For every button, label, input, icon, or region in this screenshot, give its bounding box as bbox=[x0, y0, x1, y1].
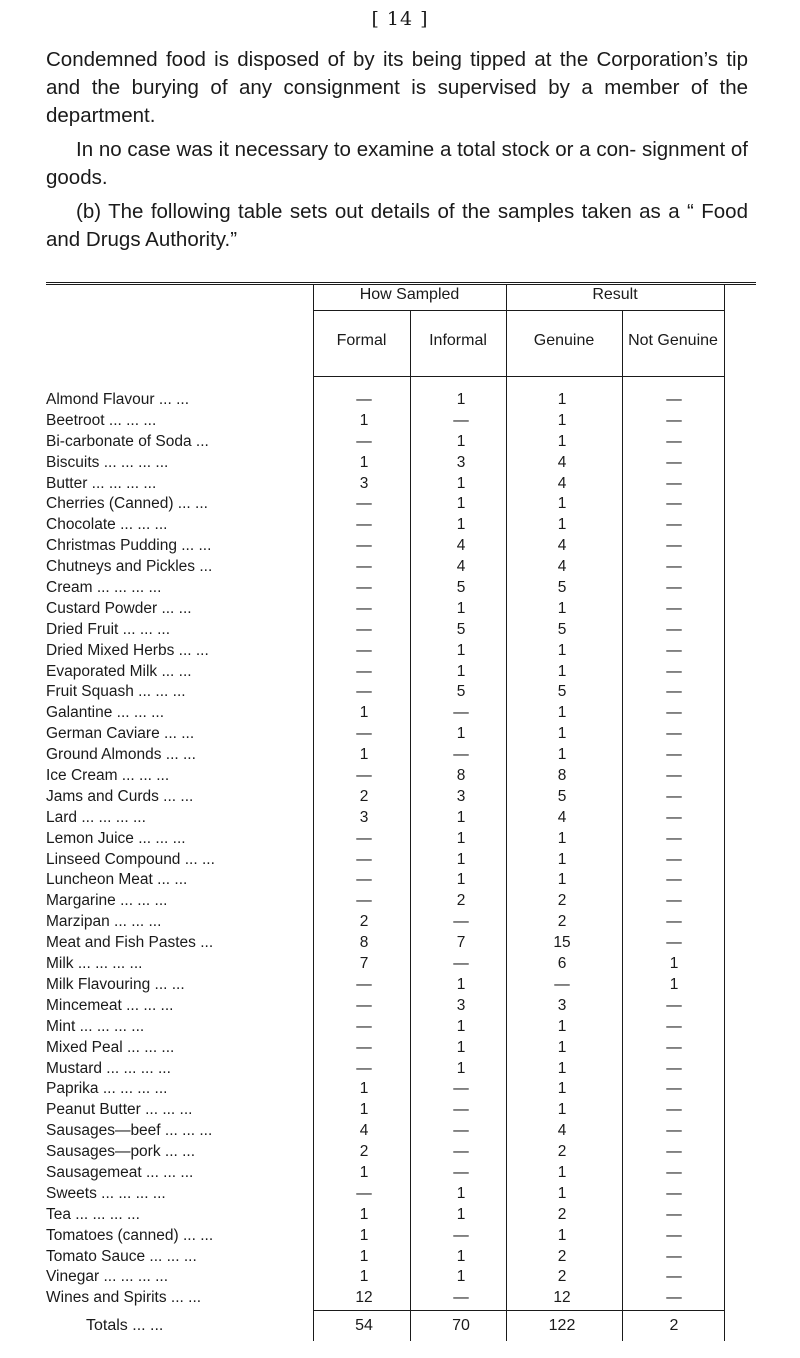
row-name: Sausages—pork ... ... bbox=[46, 1143, 196, 1161]
table-row bbox=[46, 996, 756, 1017]
row-name: Meat and Fish Pastes ... bbox=[46, 934, 214, 952]
row-not-genuine: — bbox=[666, 850, 682, 868]
row-formal: — bbox=[356, 1038, 372, 1056]
row-name: Milk Flavouring ... ... bbox=[46, 975, 185, 993]
row-not-genuine: — bbox=[666, 704, 682, 722]
row-informal: 1 bbox=[456, 599, 466, 617]
row-not-genuine: — bbox=[666, 1247, 682, 1265]
row-informal: 1 bbox=[456, 1205, 466, 1223]
row-name: Custard Powder ... ... bbox=[46, 599, 192, 617]
row-name: Wines and Spirits ... ... bbox=[46, 1289, 202, 1307]
row-formal: — bbox=[356, 1184, 372, 1202]
row-genuine: 15 bbox=[553, 934, 571, 952]
row-formal: 7 bbox=[359, 955, 369, 973]
row-not-genuine: — bbox=[666, 1205, 682, 1223]
row-informal: 1 bbox=[456, 1038, 466, 1056]
table-body bbox=[46, 390, 756, 1309]
totals-top-rule bbox=[313, 1310, 725, 1311]
row-formal: 2 bbox=[359, 913, 369, 931]
row-not-genuine: — bbox=[666, 599, 682, 617]
table-row bbox=[46, 662, 756, 683]
row-informal: 1 bbox=[456, 808, 466, 826]
row-name: Mustard ... ... ... ... bbox=[46, 1059, 171, 1077]
row-informal: 1 bbox=[456, 495, 466, 513]
row-informal: 2 bbox=[456, 892, 466, 910]
row-informal: 3 bbox=[456, 996, 466, 1014]
row-formal: 1 bbox=[359, 1163, 369, 1181]
row-genuine: 1 bbox=[557, 850, 567, 868]
table-top-rule bbox=[46, 282, 756, 285]
table-row bbox=[46, 536, 756, 557]
header-how-sampled: How Sampled bbox=[359, 286, 460, 303]
row-not-genuine: — bbox=[666, 808, 682, 826]
row-formal: — bbox=[356, 662, 372, 680]
row-name: Dried Mixed Herbs ... ... bbox=[46, 641, 209, 659]
row-not-genuine: — bbox=[666, 391, 682, 408]
row-informal: — bbox=[453, 955, 469, 973]
intro-paragraph-3: (b) The following table sets out details of the samples taken as a “ Food and Drugs Authority.” bbox=[46, 200, 748, 251]
table-row bbox=[46, 1205, 756, 1226]
row-name: Margarine ... ... ... bbox=[46, 892, 168, 910]
row-genuine: — bbox=[554, 975, 570, 993]
row-not-genuine: — bbox=[666, 1226, 682, 1244]
row-not-genuine: — bbox=[666, 1184, 682, 1202]
table-row bbox=[46, 1017, 756, 1038]
row-not-genuine: — bbox=[666, 1143, 682, 1161]
row-formal: 1 bbox=[359, 1226, 369, 1244]
row-formal: — bbox=[356, 683, 372, 701]
row-genuine: 1 bbox=[557, 495, 567, 513]
row-genuine: 5 bbox=[557, 620, 567, 638]
row-informal: — bbox=[453, 1143, 469, 1161]
row-informal: — bbox=[453, 704, 469, 722]
row-not-genuine: — bbox=[666, 662, 682, 680]
row-not-genuine: — bbox=[666, 1080, 682, 1098]
row-informal: — bbox=[453, 1289, 469, 1307]
row-not-genuine: — bbox=[666, 767, 682, 785]
table-row bbox=[46, 1226, 756, 1247]
row-informal: 5 bbox=[456, 579, 466, 597]
row-not-genuine: — bbox=[666, 787, 682, 805]
row-formal: 3 bbox=[359, 808, 369, 826]
row-formal: — bbox=[356, 495, 372, 513]
row-formal: 1 bbox=[359, 1101, 369, 1119]
row-name: German Caviare ... ... bbox=[46, 725, 195, 743]
row-informal: 4 bbox=[456, 558, 466, 576]
row-name: Chocolate ... ... ... bbox=[46, 516, 168, 534]
table-row bbox=[46, 954, 756, 975]
row-informal: 1 bbox=[456, 662, 466, 680]
row-not-genuine: — bbox=[666, 1122, 682, 1140]
row-not-genuine: — bbox=[666, 432, 682, 450]
table-row bbox=[46, 1059, 756, 1080]
row-name: Mincemeat ... ... ... bbox=[46, 996, 174, 1014]
row-not-genuine: — bbox=[666, 725, 682, 743]
row-genuine: 1 bbox=[557, 641, 567, 659]
row-informal: 1 bbox=[456, 850, 466, 868]
row-genuine: 1 bbox=[557, 725, 567, 743]
row-genuine: 1 bbox=[557, 1163, 567, 1181]
row-informal: 1 bbox=[456, 1017, 466, 1035]
row-name: Lard ... ... ... ... bbox=[46, 808, 146, 826]
row-not-genuine: — bbox=[666, 1268, 682, 1286]
row-not-genuine: — bbox=[666, 453, 682, 471]
row-formal: 1 bbox=[359, 1268, 369, 1286]
row-name: Tea ... ... ... ... bbox=[46, 1205, 140, 1223]
row-formal: 8 bbox=[359, 934, 369, 952]
row-name: Biscuits ... ... ... ... bbox=[46, 453, 169, 471]
row-formal: 1 bbox=[359, 411, 369, 429]
table-row bbox=[46, 808, 756, 829]
row-formal: — bbox=[356, 516, 372, 534]
row-informal: 1 bbox=[456, 391, 466, 408]
row-genuine: 1 bbox=[557, 1017, 567, 1035]
row-not-genuine: — bbox=[666, 411, 682, 429]
table-row bbox=[46, 557, 756, 578]
row-formal: — bbox=[356, 996, 372, 1014]
row-not-genuine: — bbox=[666, 913, 682, 931]
totals-row bbox=[46, 1314, 756, 1338]
row-informal: 1 bbox=[456, 641, 466, 659]
row-genuine: 4 bbox=[557, 1122, 567, 1140]
intro-paragraph-2: In no case was it necessary to examine a total stock or a con- signment of goods. bbox=[46, 138, 748, 189]
row-not-genuine: — bbox=[666, 641, 682, 659]
row-genuine: 4 bbox=[557, 453, 567, 471]
header-bottom-rule bbox=[313, 376, 725, 377]
table-row bbox=[46, 1247, 756, 1268]
row-formal: — bbox=[356, 767, 372, 785]
row-informal: — bbox=[453, 746, 469, 764]
row-formal: — bbox=[356, 391, 372, 408]
table-row bbox=[46, 870, 756, 891]
row-not-genuine: — bbox=[666, 683, 682, 701]
intro-text bbox=[46, 46, 748, 260]
row-name: Cherries (Canned) ... ... bbox=[46, 495, 208, 513]
row-name: Paprika ... ... ... ... bbox=[46, 1080, 168, 1098]
row-informal: 1 bbox=[456, 474, 466, 492]
row-informal: 5 bbox=[456, 683, 466, 701]
row-name: Linseed Compound ... ... bbox=[46, 850, 215, 868]
header-sub-rule bbox=[313, 310, 725, 311]
row-genuine: 1 bbox=[557, 599, 567, 617]
intro-paragraph-1: Condemned food is disposed of by its being tipped at the Corporation’s tip and the burying of any consignment is supervised by a member of the department. bbox=[46, 48, 748, 127]
row-not-genuine: — bbox=[666, 1038, 682, 1056]
row-formal: — bbox=[356, 829, 372, 847]
table-row bbox=[46, 703, 756, 724]
row-name: Milk ... ... ... ... bbox=[46, 955, 143, 973]
row-informal: 3 bbox=[456, 453, 466, 471]
row-formal: 2 bbox=[359, 787, 369, 805]
table-row bbox=[46, 1267, 756, 1288]
row-name: Sausages—beef ... ... ... bbox=[46, 1122, 213, 1140]
row-not-genuine: — bbox=[666, 558, 682, 576]
row-informal: 1 bbox=[456, 516, 466, 534]
row-not-genuine: — bbox=[666, 1101, 682, 1119]
row-name: Bi-carbonate of Soda ... bbox=[46, 432, 209, 450]
row-genuine: 5 bbox=[557, 579, 567, 597]
totals-label: Totals ... ... bbox=[86, 1317, 164, 1334]
row-name: Fruit Squash ... ... ... bbox=[46, 683, 186, 701]
row-informal: — bbox=[453, 1080, 469, 1098]
row-genuine: 1 bbox=[557, 871, 567, 889]
row-informal: 3 bbox=[456, 787, 466, 805]
table-row bbox=[46, 787, 756, 808]
row-formal: — bbox=[356, 1017, 372, 1035]
row-name: Sausagemeat ... ... ... bbox=[46, 1163, 194, 1181]
row-informal: 1 bbox=[456, 829, 466, 847]
table-row bbox=[46, 850, 756, 871]
row-formal: — bbox=[356, 892, 372, 910]
row-genuine: 2 bbox=[557, 913, 567, 931]
table-row bbox=[46, 891, 756, 912]
row-genuine: 2 bbox=[557, 1143, 567, 1161]
row-formal: — bbox=[356, 975, 372, 993]
row-genuine: 1 bbox=[557, 1059, 567, 1077]
table-row bbox=[46, 599, 756, 620]
row-name: Luncheon Meat ... ... bbox=[46, 871, 188, 889]
table-row bbox=[46, 641, 756, 662]
row-genuine: 1 bbox=[557, 1226, 567, 1244]
page-number: [ 14 ] bbox=[371, 8, 429, 30]
row-name: Tomatoes (canned) ... ... bbox=[46, 1226, 214, 1244]
table-row bbox=[46, 745, 756, 766]
row-informal: 4 bbox=[456, 537, 466, 555]
row-formal: — bbox=[356, 537, 372, 555]
row-formal: — bbox=[356, 558, 372, 576]
row-informal: — bbox=[453, 1101, 469, 1119]
row-informal: — bbox=[453, 1122, 469, 1140]
table-row bbox=[46, 1142, 756, 1163]
row-name: Butter ... ... ... ... bbox=[46, 474, 157, 492]
table-row bbox=[46, 1079, 756, 1100]
header-formal: Formal bbox=[336, 332, 387, 349]
row-genuine: 4 bbox=[557, 808, 567, 826]
row-name: Ground Almonds ... ... bbox=[46, 746, 196, 764]
table-row bbox=[46, 1038, 756, 1059]
row-genuine: 1 bbox=[557, 829, 567, 847]
row-not-genuine: — bbox=[666, 537, 682, 555]
row-genuine: 1 bbox=[557, 1080, 567, 1098]
row-genuine: 1 bbox=[557, 432, 567, 450]
table-row bbox=[46, 724, 756, 745]
row-genuine: 3 bbox=[557, 996, 567, 1014]
row-genuine: 2 bbox=[557, 1247, 567, 1265]
row-genuine: 1 bbox=[557, 746, 567, 764]
row-informal: — bbox=[453, 1226, 469, 1244]
row-not-genuine: — bbox=[666, 579, 682, 597]
row-formal: — bbox=[356, 1059, 372, 1077]
row-informal: 1 bbox=[456, 432, 466, 450]
table-row bbox=[46, 1100, 756, 1121]
table-row bbox=[46, 432, 756, 453]
row-genuine: 1 bbox=[557, 1101, 567, 1119]
row-name: Tomato Sauce ... ... ... bbox=[46, 1247, 197, 1265]
row-name: Cream ... ... ... ... bbox=[46, 579, 162, 597]
table-row bbox=[46, 682, 756, 703]
totals-formal: 54 bbox=[355, 1317, 373, 1334]
table-row bbox=[46, 620, 756, 641]
table-row bbox=[46, 453, 756, 474]
row-informal: 1 bbox=[456, 871, 466, 889]
row-name: Jams and Curds ... ... bbox=[46, 787, 194, 805]
row-genuine: 2 bbox=[557, 1268, 567, 1286]
row-informal: — bbox=[453, 913, 469, 931]
row-formal: 1 bbox=[359, 453, 369, 471]
row-name: Chutneys and Pickles ... bbox=[46, 558, 213, 576]
row-genuine: 1 bbox=[557, 391, 567, 408]
row-informal: 7 bbox=[456, 934, 466, 952]
row-informal: 8 bbox=[456, 767, 466, 785]
table-row bbox=[46, 912, 756, 933]
row-name: Sweets ... ... ... ... bbox=[46, 1184, 166, 1202]
row-genuine: 1 bbox=[557, 704, 567, 722]
row-name: Beetroot ... ... ... bbox=[46, 411, 157, 429]
row-name: Peanut Butter ... ... ... bbox=[46, 1101, 193, 1119]
row-formal: — bbox=[356, 725, 372, 743]
header-genuine: Genuine bbox=[533, 332, 595, 349]
row-name: Marzipan ... ... ... bbox=[46, 913, 162, 931]
row-not-genuine: — bbox=[666, 516, 682, 534]
row-formal: — bbox=[356, 620, 372, 638]
row-informal: 1 bbox=[456, 1184, 466, 1202]
table-row bbox=[46, 494, 756, 515]
totals-not-genuine: 2 bbox=[669, 1317, 679, 1334]
row-informal: 1 bbox=[456, 1268, 466, 1286]
table-row bbox=[46, 390, 756, 411]
row-not-genuine: — bbox=[666, 1289, 682, 1307]
row-informal: 1 bbox=[456, 1059, 466, 1077]
header-not-genuine: Not Genuine bbox=[628, 332, 718, 349]
row-genuine: 5 bbox=[557, 683, 567, 701]
row-name: Dried Fruit ... ... ... bbox=[46, 620, 171, 638]
row-name: Mixed Peal ... ... ... bbox=[46, 1038, 175, 1056]
row-not-genuine: — bbox=[666, 871, 682, 889]
row-name: Evaporated Milk ... ... bbox=[46, 662, 192, 680]
totals-genuine: 122 bbox=[548, 1317, 576, 1334]
row-not-genuine: — bbox=[666, 620, 682, 638]
row-name: Ice Cream ... ... ... bbox=[46, 767, 170, 785]
row-formal: — bbox=[356, 432, 372, 450]
table-row bbox=[46, 1121, 756, 1142]
row-formal: — bbox=[356, 850, 372, 868]
row-genuine: 4 bbox=[557, 474, 567, 492]
row-genuine: 1 bbox=[557, 411, 567, 429]
row-genuine: 1 bbox=[557, 1038, 567, 1056]
row-not-genuine: — bbox=[666, 474, 682, 492]
row-not-genuine: 1 bbox=[669, 955, 679, 973]
row-name: Lemon Juice ... ... ... bbox=[46, 829, 186, 847]
table-row bbox=[46, 578, 756, 599]
table-row bbox=[46, 1288, 756, 1309]
row-not-genuine: — bbox=[666, 996, 682, 1014]
row-not-genuine: — bbox=[666, 829, 682, 847]
table-row bbox=[46, 933, 756, 954]
row-formal: 4 bbox=[359, 1122, 369, 1140]
header-informal: Informal bbox=[429, 332, 487, 349]
row-genuine: 6 bbox=[557, 955, 567, 973]
row-formal: 1 bbox=[359, 704, 369, 722]
row-not-genuine: — bbox=[666, 1059, 682, 1077]
row-genuine: 1 bbox=[557, 1184, 567, 1202]
table-row bbox=[46, 766, 756, 787]
row-informal: — bbox=[453, 411, 469, 429]
row-not-genuine: — bbox=[666, 495, 682, 513]
row-informal: — bbox=[453, 1163, 469, 1181]
table-row bbox=[46, 1184, 756, 1205]
row-name: Vinegar ... ... ... ... bbox=[46, 1268, 169, 1286]
row-formal: 3 bbox=[359, 474, 369, 492]
row-not-genuine: — bbox=[666, 1163, 682, 1181]
row-formal: — bbox=[356, 599, 372, 617]
table-row bbox=[46, 474, 756, 495]
row-not-genuine: — bbox=[666, 934, 682, 952]
row-genuine: 4 bbox=[557, 537, 567, 555]
row-not-genuine: — bbox=[666, 1017, 682, 1035]
table-row bbox=[46, 1163, 756, 1184]
row-formal: — bbox=[356, 871, 372, 889]
row-formal: — bbox=[356, 641, 372, 659]
row-formal: — bbox=[356, 579, 372, 597]
row-formal: 1 bbox=[359, 1247, 369, 1265]
row-informal: 1 bbox=[456, 1247, 466, 1265]
table-row bbox=[46, 975, 756, 996]
row-not-genuine: 1 bbox=[669, 975, 679, 993]
row-name: Mint ... ... ... ... bbox=[46, 1017, 145, 1035]
row-name: Christmas Pudding ... ... bbox=[46, 537, 212, 555]
row-genuine: 1 bbox=[557, 516, 567, 534]
row-not-genuine: — bbox=[666, 892, 682, 910]
row-informal: 1 bbox=[456, 975, 466, 993]
row-formal: 12 bbox=[355, 1289, 373, 1307]
row-formal: 1 bbox=[359, 746, 369, 764]
row-informal: 5 bbox=[456, 620, 466, 638]
row-formal: 1 bbox=[359, 1080, 369, 1098]
totals-informal: 70 bbox=[452, 1317, 470, 1334]
row-informal: 1 bbox=[456, 725, 466, 743]
row-name: Almond Flavour ... ... bbox=[46, 391, 189, 408]
table-row bbox=[46, 411, 756, 432]
row-formal: 1 bbox=[359, 1205, 369, 1223]
row-genuine: 1 bbox=[557, 662, 567, 680]
row-name: Galantine ... ... ... bbox=[46, 704, 165, 722]
row-genuine: 2 bbox=[557, 1205, 567, 1223]
table-row bbox=[46, 829, 756, 850]
row-formal: 2 bbox=[359, 1143, 369, 1161]
row-genuine: 12 bbox=[553, 1289, 571, 1307]
row-genuine: 8 bbox=[557, 767, 567, 785]
header-result: Result bbox=[592, 286, 638, 303]
row-genuine: 4 bbox=[557, 558, 567, 576]
row-genuine: 2 bbox=[557, 892, 567, 910]
row-genuine: 5 bbox=[557, 787, 567, 805]
table-row bbox=[46, 515, 756, 536]
row-not-genuine: — bbox=[666, 746, 682, 764]
